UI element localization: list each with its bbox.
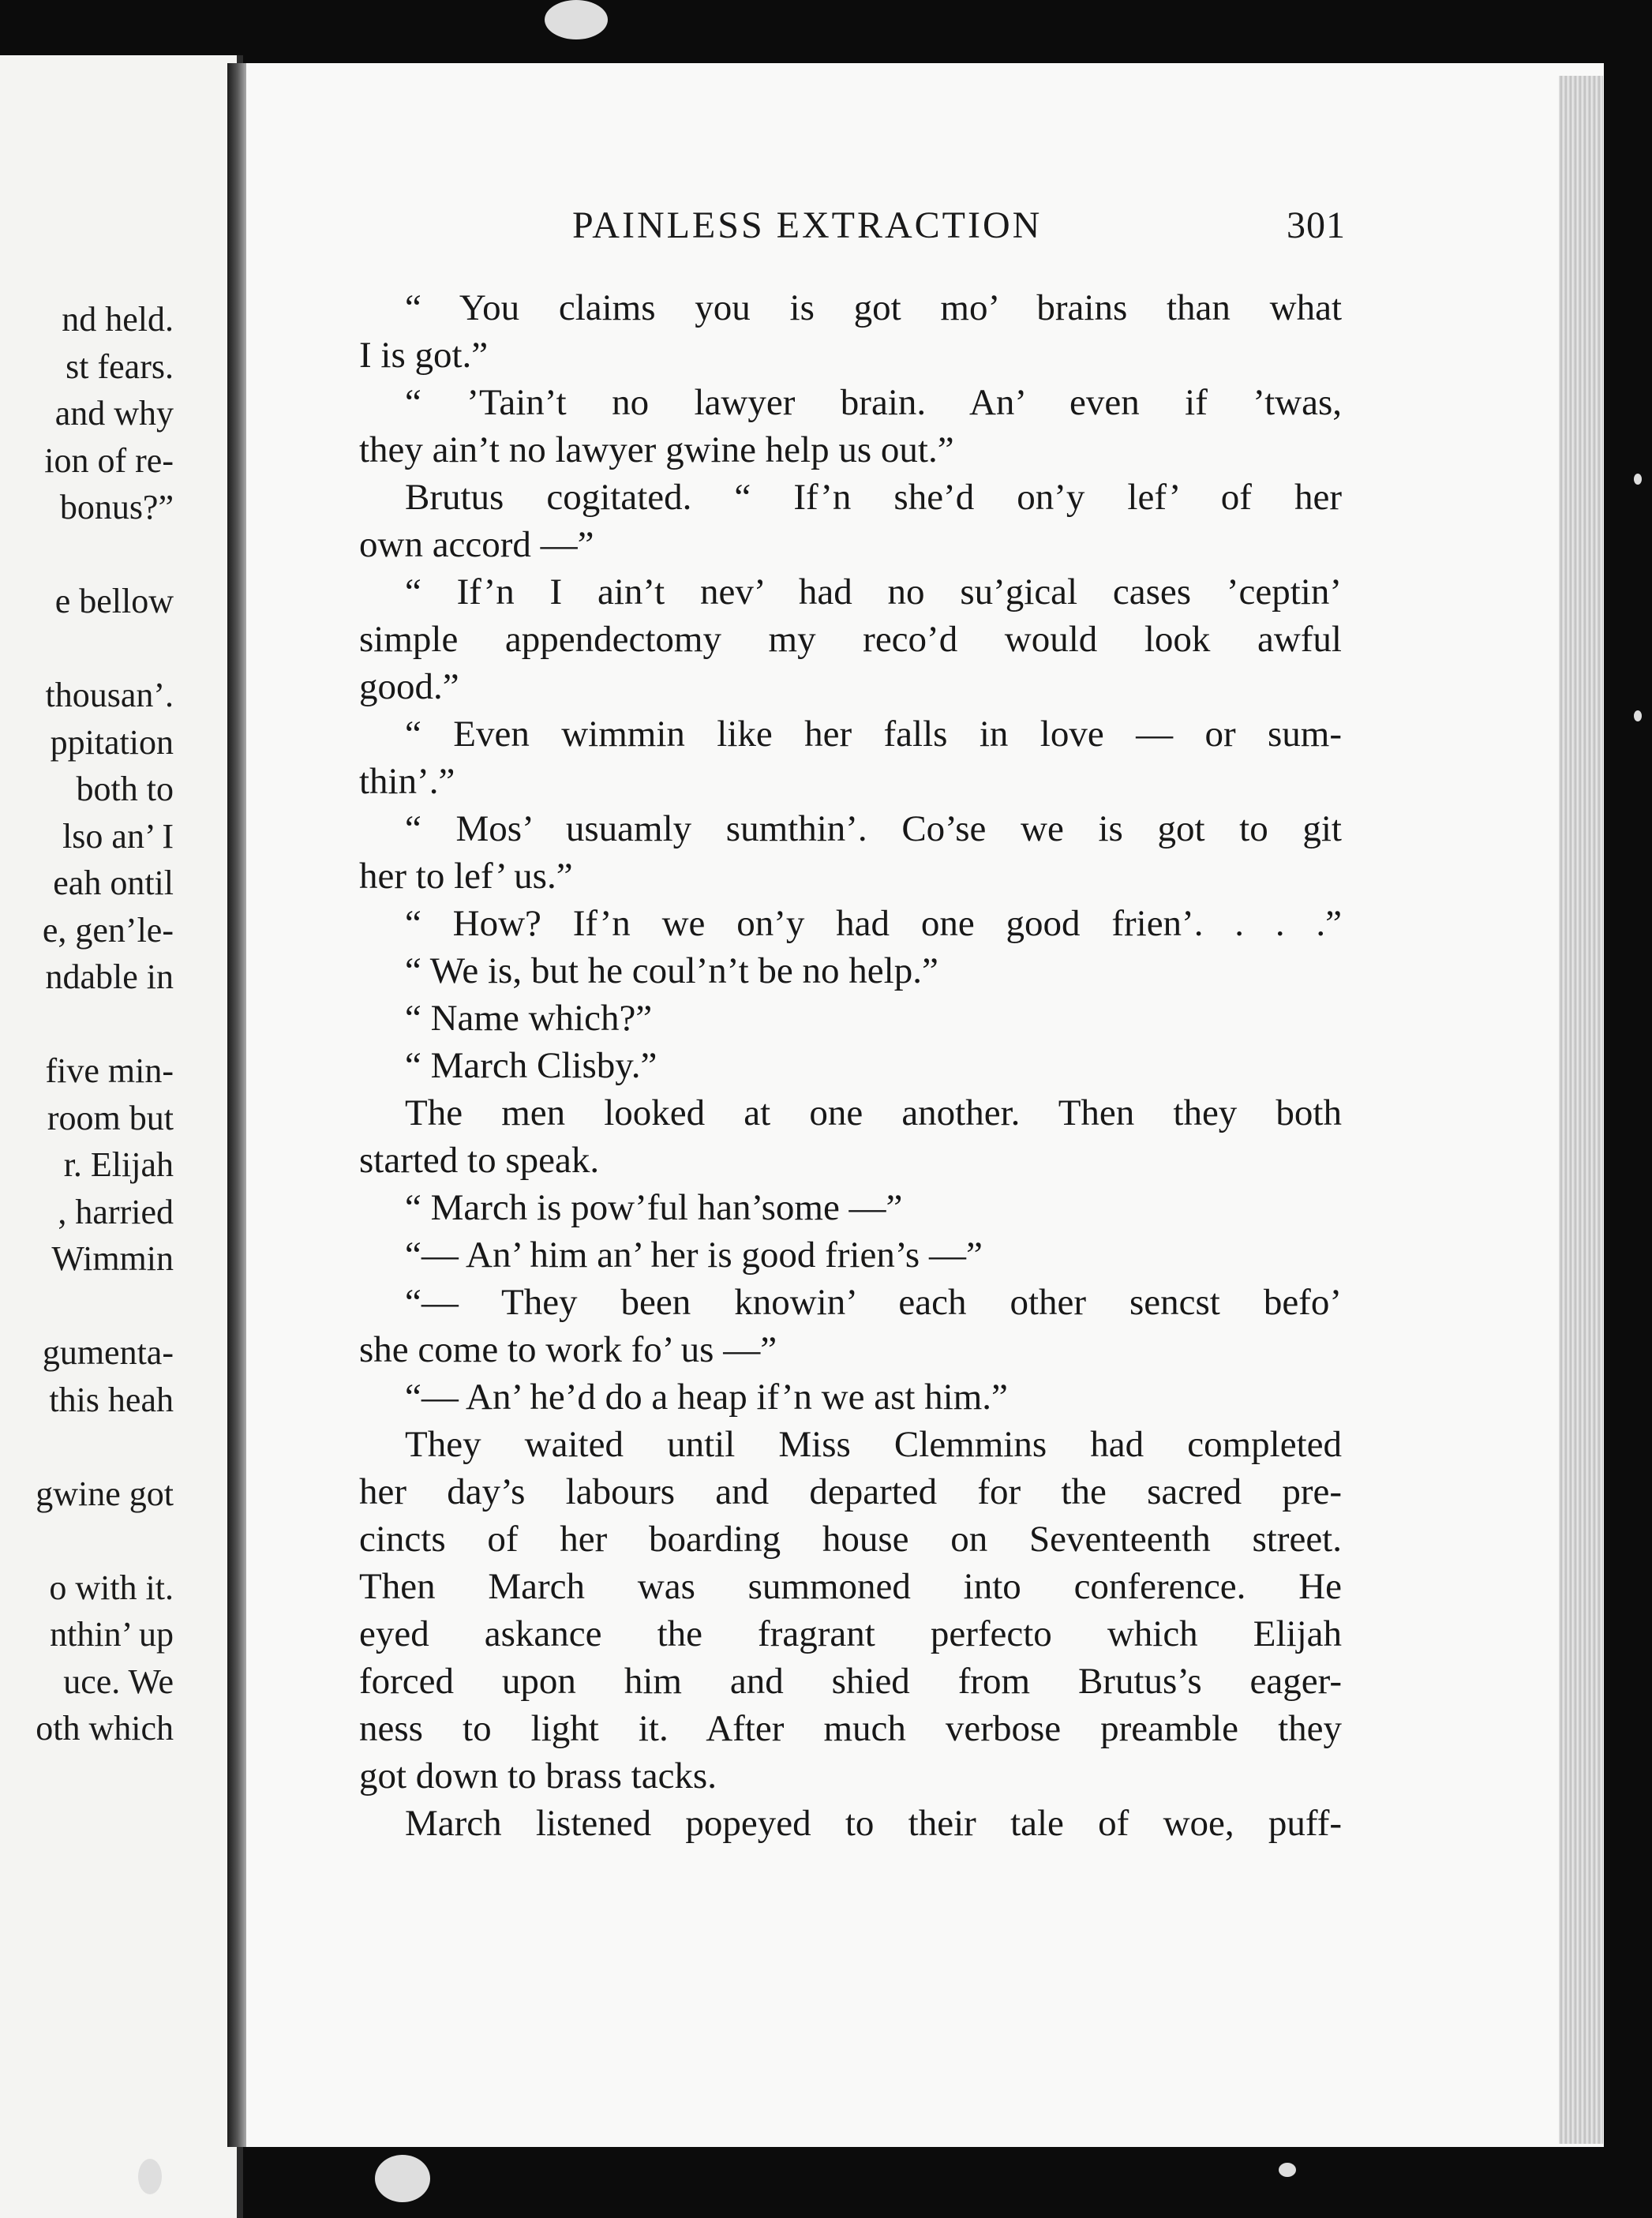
text-line: “ You claims you is got mo’ brains than what <box>405 287 1342 328</box>
left-page-line: o with it. <box>49 1568 174 1607</box>
left-page-line: both to <box>76 770 174 808</box>
running-head <box>572 204 1346 247</box>
text-line: eyed askance the fragrant perfecto which Elijah <box>359 1613 1342 1654</box>
text-line: “— An’ him an’ her is good frien’s —” <box>405 1235 983 1276</box>
text-line: simple appendectomy my reco’d would look awful <box>359 619 1342 660</box>
left-page-line: gumenta- <box>42 1333 174 1372</box>
left-page-line: r. Elijah <box>63 1145 174 1184</box>
left-page-line: and why <box>54 394 174 433</box>
text-line: started to speak. <box>359 1140 600 1181</box>
text-line: “ Mos’ usuamly sumthin’. Co’se we is got to git <box>405 808 1342 849</box>
text-line: her to lef’ us.” <box>359 856 573 897</box>
left-page-line: bonus?” <box>59 488 174 526</box>
text-line: own accord —” <box>359 524 594 565</box>
text-line: “ Name which?” <box>405 998 653 1039</box>
left-page-line: ndable in <box>45 957 174 996</box>
dust-speck <box>138 2159 162 2194</box>
text-line: I is got.” <box>359 335 489 376</box>
text-line: Then March was summoned into conference. He <box>359 1566 1342 1607</box>
text-line: they ain’t no lawyer gwine help us out.” <box>359 429 954 470</box>
page-edges <box>1559 76 1603 2144</box>
left-page-line: thousan’. <box>45 676 174 714</box>
dust-speck <box>1634 710 1642 721</box>
book-gutter <box>227 63 248 2147</box>
dust-speck <box>1634 474 1642 485</box>
left-page-line: five min- <box>45 1051 174 1090</box>
text-line: “— An’ he’d do a heap if’n we ast him.” <box>405 1377 1008 1418</box>
text-line: “ We is, but he coul’n’t be no help.” <box>405 950 938 991</box>
text-line: They waited until Miss Clemmins had completed <box>405 1424 1342 1465</box>
left-page-line: lso an’ I <box>62 816 174 856</box>
text-line: she come to work fo’ us —” <box>359 1329 777 1370</box>
text-line: “ ’Tain’t no lawyer brain. An’ even if ’twas, <box>405 382 1342 423</box>
left-page-line: , harried <box>58 1192 174 1231</box>
left-page-line: eah ontil <box>53 864 174 902</box>
text-line: Brutus cogitated. “ If’n she’d on’y lef’ of her <box>405 477 1342 518</box>
text-line: “ If’n I ain’t nev’ had no su’gical cases ’ceptin’ <box>405 571 1342 613</box>
left-page-line: room but <box>47 1098 174 1137</box>
text-line: “ Even wimmin like her falls in love — or sum- <box>405 714 1342 755</box>
text-line: March listened popeyed to their tale of woe, puff- <box>405 1803 1342 1844</box>
dust-speck <box>1279 2163 1296 2177</box>
left-page-line: ppitation <box>50 722 174 762</box>
left-page-line: nd held. <box>62 300 174 339</box>
left-page-line: uce. We <box>63 1662 174 1701</box>
left-page-line: oth which <box>36 1709 174 1748</box>
text-line: forced upon him and shied from Brutus’s eager- <box>359 1661 1342 1702</box>
left-page-line: e bellow <box>54 582 174 620</box>
text-line: good.” <box>359 666 459 707</box>
text-line: “ March Clisby.” <box>405 1045 657 1086</box>
text-line: her day’s labours and departed for the sacred pre- <box>359 1471 1342 1512</box>
text-line: ness to light it. After much verbose preamble they <box>359 1708 1342 1749</box>
text-line: got down to brass tacks. <box>359 1755 717 1797</box>
text-line: “— They been knowin’ each other sencst befo’ <box>405 1282 1342 1323</box>
text-line: “ March is pow’ful han’some —” <box>405 1187 903 1228</box>
text-line: “ How? If’n we on’y had one good frien’. . . .” <box>405 903 1342 944</box>
text-line: thin’.” <box>359 761 455 802</box>
text-line: The men looked at one another. Then they both <box>405 1092 1342 1133</box>
dust-speck <box>375 2155 430 2202</box>
left-page <box>0 55 243 2218</box>
left-page-line: gwine got <box>36 1474 174 1513</box>
left-page-line: this heah <box>49 1380 174 1419</box>
chapter-title: PAINLESS EXTRACTION <box>572 204 1043 246</box>
text-line: cincts of her boarding house on Seventeenth street. <box>359 1519 1342 1560</box>
left-page-line: ion of re- <box>44 440 174 480</box>
body-text <box>359 284 1342 1847</box>
left-page-line: nthin’ up <box>50 1615 174 1654</box>
page-number: 301 <box>1287 204 1346 246</box>
left-page-line: st fears. <box>66 347 174 386</box>
left-page-line: Wimmin <box>51 1239 174 1278</box>
dust-speck <box>545 0 608 39</box>
left-page-line: e, gen’le- <box>42 910 174 950</box>
